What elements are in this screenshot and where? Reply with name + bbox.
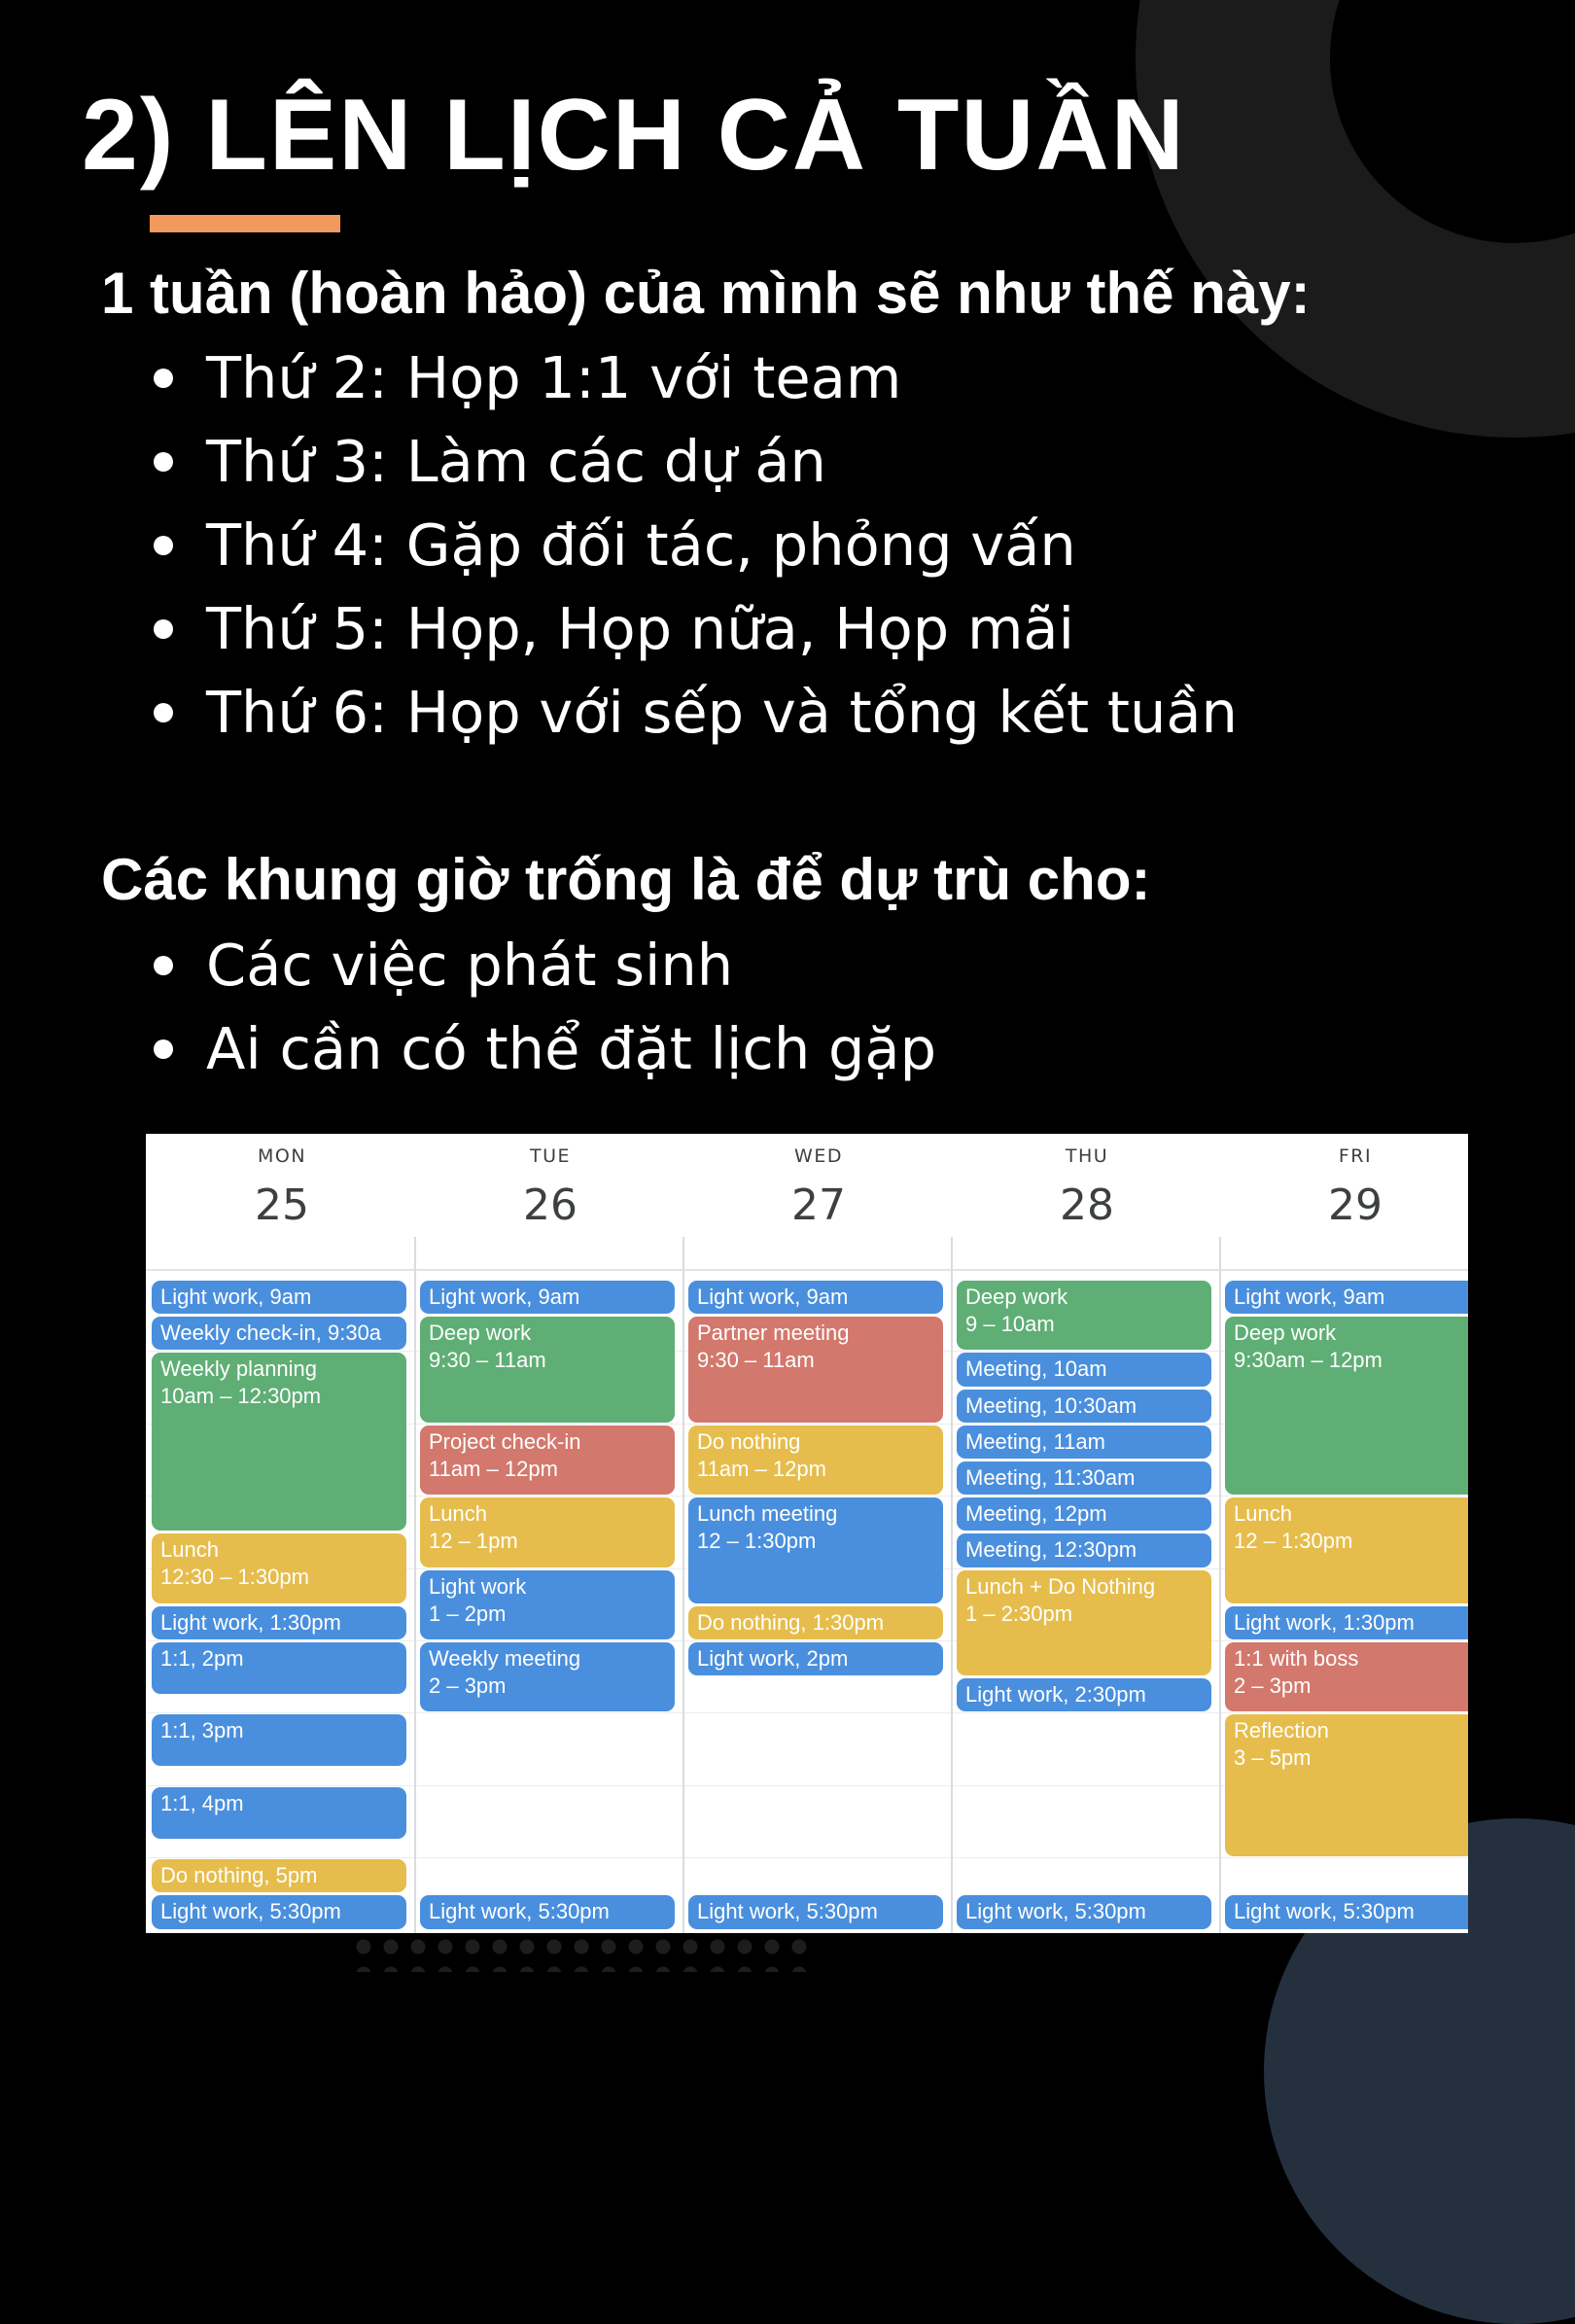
event-title: Light work (429, 1573, 527, 1599)
calendar-event[interactable] (152, 1787, 406, 1839)
event-title: Lunch (160, 1537, 219, 1563)
event-title: Lunch (429, 1501, 487, 1527)
calendar-event[interactable] (420, 1317, 675, 1423)
calendar-event[interactable] (957, 1497, 1211, 1531)
column-divider (414, 1237, 416, 1933)
hour-gridline (416, 1424, 684, 1425)
hour-gridline (684, 1424, 953, 1425)
event-title: Deep work (429, 1320, 532, 1346)
event-title: Light work, 2:30pm (965, 1682, 1146, 1708)
event-title: Deep work (965, 1285, 1068, 1309)
calendar-event[interactable] (688, 1317, 943, 1423)
bullet-icon (154, 956, 173, 975)
section2-heading: Các khung giờ trống là để dự trù cho: (101, 847, 1151, 912)
event-time: 2 – 3pm (1234, 1673, 1312, 1698)
day-date: 26 (523, 1180, 578, 1230)
event-title: 1:1, 2pm (160, 1646, 244, 1671)
event-title: Lunch meeting (697, 1501, 838, 1527)
week-calendar (146, 1134, 1468, 1933)
hour-gridline (684, 1785, 953, 1786)
calendar-event[interactable] (688, 1895, 943, 1928)
day-header[interactable] (684, 1134, 953, 1230)
title-underline (150, 215, 340, 232)
event-title: Weekly meeting (429, 1646, 581, 1671)
calendar-event[interactable] (1225, 1606, 1468, 1639)
event-title: Weekly planning (160, 1356, 318, 1382)
day-header[interactable] (148, 1134, 416, 1230)
hour-gridline (684, 1640, 953, 1641)
day-of-week: FRI (1338, 1145, 1373, 1167)
bullet-icon (154, 703, 173, 722)
calendar-event[interactable] (152, 1533, 406, 1602)
calendar-event[interactable] (688, 1606, 943, 1639)
event-title: Meeting, 10am (965, 1356, 1107, 1382)
decorative-dots (350, 1933, 817, 1972)
event-title: Meeting, 10:30am (965, 1392, 1138, 1418)
calendar-event[interactable] (420, 1281, 675, 1314)
calendar-event[interactable] (152, 1281, 406, 1314)
event-title: Do nothing (697, 1428, 801, 1454)
section2-list (154, 924, 936, 1091)
event-title: Light work, 5:30pm (429, 1899, 610, 1924)
section1-heading: 1 tuần (hoàn hảo) của mình sẽ như thế này: (101, 261, 1311, 326)
event-time: 9:30am – 12pm (1234, 1348, 1382, 1373)
event-time: 11am – 12pm (697, 1456, 826, 1481)
calendar-event[interactable] (957, 1426, 1211, 1459)
hour-gridline (953, 1568, 1221, 1569)
event-time: 1 – 2:30pm (965, 1601, 1073, 1626)
calendar-event[interactable] (152, 1642, 406, 1694)
event-time: 9 – 10am (965, 1312, 1055, 1336)
calendar-event[interactable] (957, 1570, 1211, 1676)
day-of-week: WED (794, 1145, 843, 1167)
day-header[interactable] (1221, 1134, 1468, 1230)
event-time: 12 – 1:30pm (1234, 1529, 1353, 1554)
event-time: 12:30 – 1:30pm (160, 1565, 309, 1590)
day-of-week: TUE (529, 1145, 572, 1167)
hour-gridline (684, 1712, 953, 1713)
calendar-event[interactable] (420, 1497, 675, 1567)
event-title: Partner meeting (697, 1320, 850, 1346)
hour-gridline (953, 1857, 1221, 1858)
event-title: Light work, 5:30pm (697, 1899, 878, 1924)
event-title: Meeting, 11am (965, 1428, 1105, 1454)
list-item: Thứ 4: Gặp đối tác, phỏng vấn (154, 504, 1238, 587)
event-time: 2 – 3pm (429, 1673, 507, 1698)
calendar-event[interactable] (957, 1461, 1211, 1495)
hour-gridline (953, 1712, 1221, 1713)
page-title: 2) LÊN LỊCH CẢ TUẦN (82, 79, 1186, 192)
event-title: Deep work (1234, 1320, 1337, 1346)
hour-gridline (148, 1857, 416, 1858)
calendar-event[interactable] (420, 1895, 675, 1928)
hour-gridline (953, 1785, 1221, 1786)
day-date: 28 (1060, 1180, 1114, 1230)
list-item: Ai cần có thể đặt lịch gặp (154, 1007, 936, 1091)
event-title: Light work, 5:30pm (160, 1899, 341, 1924)
section1-list (154, 336, 1238, 755)
hour-gridline (148, 1785, 416, 1786)
hour-gridline (416, 1785, 684, 1786)
hour-gridline (148, 1712, 416, 1713)
event-title: Weekly check-in, 9:30a (160, 1320, 382, 1346)
hour-gridline (416, 1640, 684, 1641)
event-title: Meeting, 12pm (965, 1501, 1107, 1527)
day-header[interactable] (416, 1134, 684, 1230)
calendar-event[interactable] (688, 1642, 943, 1675)
hour-gridline (1221, 1640, 1468, 1641)
hour-gridline (953, 1424, 1221, 1425)
calendar-event[interactable] (152, 1353, 406, 1531)
day-date: 29 (1328, 1180, 1382, 1230)
hour-gridline (416, 1568, 684, 1569)
hour-gridline (416, 1496, 684, 1497)
column-divider (951, 1237, 953, 1933)
calendar-event[interactable] (1225, 1497, 1468, 1603)
hour-gridline (953, 1351, 1221, 1352)
calendar-event[interactable] (420, 1642, 675, 1711)
calendar-event[interactable] (152, 1895, 406, 1928)
bullet-icon (154, 1039, 173, 1059)
hour-gridline (1221, 1496, 1468, 1497)
event-title: 1:1 with boss (1234, 1646, 1359, 1671)
bullet-icon (154, 452, 173, 472)
calendar-event[interactable] (688, 1426, 943, 1495)
event-title: Do nothing, 5pm (160, 1863, 318, 1888)
calendar-event[interactable] (152, 1859, 406, 1892)
calendar-event[interactable] (1225, 1281, 1468, 1314)
calendar-event[interactable] (688, 1281, 943, 1314)
event-title: Lunch (1234, 1501, 1292, 1527)
hour-gridline (1221, 1712, 1468, 1713)
hour-gridline (416, 1857, 684, 1858)
event-title: Lunch + Do Nothing (965, 1573, 1156, 1599)
event-title: Light work, 9am (429, 1285, 580, 1309)
day-of-week: THU (1065, 1145, 1109, 1167)
list-item: Thứ 5: Họp, Họp nữa, Họp mãi (154, 587, 1238, 671)
event-title: Meeting, 11:30am (965, 1465, 1136, 1490)
bullet-icon (154, 369, 173, 388)
list-item: Thứ 3: Làm các dự án (154, 420, 1238, 504)
calendar-event[interactable] (420, 1570, 675, 1639)
calendar-event[interactable] (957, 1281, 1211, 1350)
hour-gridline (416, 1712, 684, 1713)
day-date: 27 (791, 1180, 846, 1230)
event-title: Light work, 2pm (697, 1646, 849, 1671)
calendar-event[interactable] (152, 1606, 406, 1639)
calendar-event[interactable] (688, 1497, 943, 1603)
calendar-event[interactable] (1225, 1895, 1468, 1928)
event-time: 11am – 12pm (429, 1456, 558, 1481)
list-item: Các việc phát sinh (154, 924, 936, 1007)
event-time: 9:30 – 11am (429, 1348, 546, 1373)
event-title: 1:1, 3pm (160, 1718, 244, 1743)
calendar-event[interactable] (1225, 1317, 1468, 1495)
calendar-event[interactable] (1225, 1714, 1468, 1856)
event-title: Light work, 5:30pm (965, 1899, 1146, 1924)
hour-gridline (148, 1351, 416, 1352)
list-item: Thứ 2: Họp 1:1 với team (154, 336, 1238, 420)
event-title: Light work, 9am (160, 1285, 312, 1309)
hour-gridline (1221, 1857, 1468, 1858)
event-time: 12 – 1pm (429, 1529, 518, 1554)
calendar-event[interactable] (957, 1353, 1211, 1386)
column-divider (1219, 1237, 1221, 1933)
column-divider (682, 1237, 684, 1933)
event-title: Light work, 1:30pm (160, 1609, 341, 1635)
event-title: Project check-in (429, 1428, 581, 1454)
calendar-event[interactable] (152, 1317, 406, 1350)
bullet-icon (154, 536, 173, 555)
hour-gridline (684, 1857, 953, 1858)
hour-gridline (953, 1496, 1221, 1497)
event-title: Do nothing, 1:30pm (697, 1609, 885, 1635)
event-time: 12 – 1:30pm (697, 1529, 817, 1554)
calendar-event[interactable] (957, 1678, 1211, 1711)
event-time: 3 – 5pm (1234, 1745, 1312, 1771)
event-title: Meeting, 12:30pm (965, 1537, 1138, 1563)
calendar-event[interactable] (957, 1895, 1211, 1928)
calendar-event[interactable] (957, 1390, 1211, 1423)
calendar-event[interactable] (1225, 1642, 1468, 1711)
list-item: Thứ 6: Họp với sếp và tổng kết tuần (154, 671, 1238, 755)
bullet-icon (154, 619, 173, 639)
hour-gridline (148, 1640, 416, 1641)
event-title: Light work, 5:30pm (1234, 1899, 1415, 1924)
event-title: Light work, 1:30pm (1234, 1609, 1415, 1635)
hour-gridline (684, 1496, 953, 1497)
calendar-event[interactable] (420, 1426, 675, 1495)
event-title: 1:1, 4pm (160, 1790, 244, 1815)
event-time: 9:30 – 11am (697, 1348, 815, 1373)
day-of-week: MON (257, 1145, 307, 1167)
event-title: Light work, 9am (697, 1285, 849, 1309)
event-title: Reflection (1234, 1718, 1329, 1743)
day-date: 25 (255, 1180, 309, 1230)
calendar-event[interactable] (957, 1533, 1211, 1567)
event-title: Light work, 9am (1234, 1285, 1385, 1309)
calendar-event[interactable] (152, 1714, 406, 1766)
header-divider (146, 1269, 1468, 1271)
event-time: 1 – 2pm (429, 1601, 507, 1626)
day-header[interactable] (953, 1134, 1221, 1230)
event-time: 10am – 12:30pm (160, 1384, 322, 1409)
